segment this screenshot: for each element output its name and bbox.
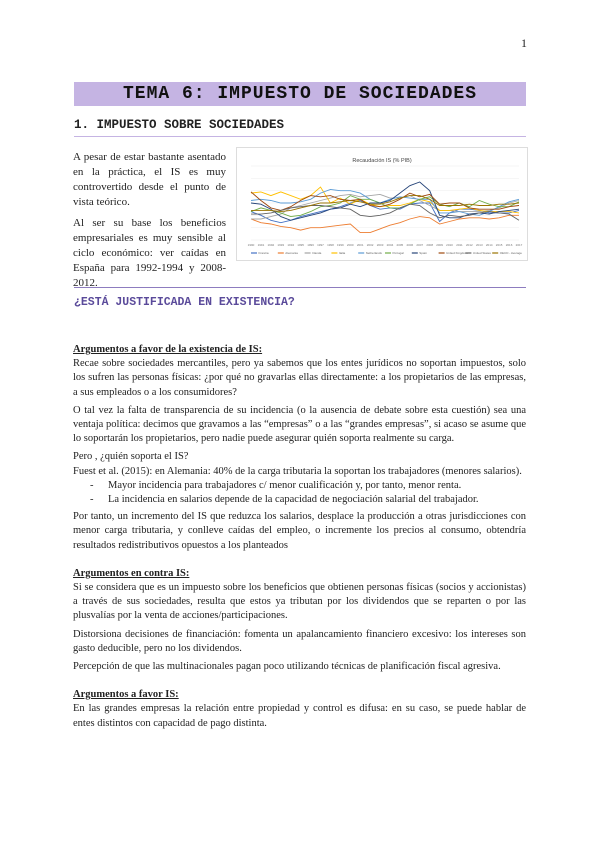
- a-favor-paragraph-1: En las grandes empresas la relación entre propiedad y control es difusa: en su caso, se puede hablar de entes distintos con capacidad de pago distinta.: [73, 703, 526, 729]
- chart-x-tick-label: 1994: [287, 243, 295, 247]
- chart-legend-label: Irlanda: [312, 251, 322, 256]
- en-contra-paragraph-1: Si se considera que es un impuesto sobre los beneficios que obtienen personas físicas (socios y accionistas) a través de sus sociedades, resulta que estos ya tributan por los dividendos que se reparten o por las plusvalías por la venta de acciones/participaciones.: [73, 582, 526, 622]
- chart-x-ticks: [248, 243, 523, 247]
- heading-a-favor: Argumentos a favor IS:: [73, 689, 179, 701]
- chart-x-tick-label: 2006: [406, 243, 414, 247]
- favor-existencia-paragraph-2: O tal vez la falta de transparencia de su incidencia (o la ausencia de debate sobre esta cuestión) sea una ventaja política: decimos que gravamos a las “empresas” o a las “grandes empresas”, si acaso se asume que lo soportarán los propietarios, pero nadie puede asegurar quién soporta realmente su carga.: [73, 404, 526, 445]
- chart-x-tick-label: 2015: [495, 243, 503, 247]
- chart-x-tick-label: 1990: [247, 243, 255, 247]
- favor-existencia-paragraph-1: Recae sobre sociedades mercantiles, pero ya sabemos que los entes jurídicos no soportan impuestos, solo los sufren las personas físicas: ¿por qué no gravarlas ellas directamente: a los propietarios de las empresas, a sus empleados o a los consumidores?: [73, 358, 526, 398]
- chart-legend-label: Francia: [258, 251, 269, 256]
- chart-title: Recaudación IS (% PIB): [352, 158, 412, 164]
- body-text: [73, 343, 526, 735]
- chart-legend-label: Portugal: [392, 251, 404, 256]
- section-heading-1: [74, 112, 526, 137]
- heading-en-contra: Argumentos en contra IS:: [73, 567, 190, 579]
- chart-legend-label: Spain: [419, 251, 427, 256]
- en-contra-paragraph-3: Percepción de que las multinacionales pagan poco utilizando técnicas de planificación fiscal agresiva.: [73, 661, 501, 673]
- chart-x-tick-label: 2001: [356, 243, 364, 247]
- chart-svg: [237, 148, 527, 260]
- bullet-item: - Mayor incidencia para trabajadores c/ menor cualificación y, por tanto, menor renta.: [73, 479, 526, 493]
- title-banner: [74, 82, 526, 106]
- favor-existencia-bullets: [73, 479, 526, 507]
- intro-text: [73, 150, 226, 297]
- chart-legend-label: Italia: [338, 251, 346, 256]
- chart-x-tick-label: 2008: [426, 243, 434, 247]
- favor-existencia-paragraph-3: Pero , ¿quién soporta el IS?: [73, 451, 189, 463]
- chart-legend-label: Alemania: [285, 251, 298, 256]
- section-heading-2: [74, 287, 526, 312]
- page-title: TEMA 6: IMPUESTO DE SOCIEDADES: [122, 84, 478, 104]
- favor-existencia-paragraph-5: Por tanto, un incremento del IS que reduzca los salarios, desplace la producción a otras jurisdicciones con menor carga tributaria, y conlleve caídas del empleo, o incremente los precios al consumo, obtendría resultados redistributivos opuestos a los planteados: [73, 511, 526, 551]
- page-number: 1: [521, 36, 527, 50]
- chart-x-tick-label: 2005: [396, 243, 404, 247]
- chart-series-line-2: [251, 215, 519, 232]
- chart-legend-label: United Kingdom: [446, 251, 468, 256]
- en-contra-paragraph-2: Distorsiona decisiones de financiación: fomenta un apalancamiento financiero excesivo: los intereses son gasto deducible, pero no los dividendos.: [73, 628, 526, 654]
- section-heading-2-text: ¿ESTÁ JUSTIFICADA EN EXISTENCIA?: [74, 296, 295, 309]
- chart-x-tick-label: 2003: [376, 243, 384, 247]
- tax-revenue-chart: [236, 147, 528, 261]
- chart-legend-label: OECD - Average: [499, 251, 522, 256]
- chart-legend: [251, 251, 522, 255]
- chart-x-tick-label: 1996: [307, 243, 314, 247]
- chart-x-tick-label: 1998: [327, 243, 334, 247]
- chart-x-tick-label: 2012: [466, 243, 473, 247]
- bullet-item: - La incidencia en salarios depende de la capacidad de negociación salarial del trabajador.: [73, 493, 526, 507]
- chart-x-tick-label: 2000: [346, 243, 354, 247]
- chart-x-tick-label: 2011: [456, 243, 463, 247]
- chart-x-tick-label: 2010: [446, 243, 453, 247]
- chart-x-tick-label: 1997: [317, 243, 324, 247]
- chart-legend-label: United States: [472, 251, 491, 256]
- chart-series-group: [251, 182, 519, 233]
- chart-x-tick-label: 2014: [485, 243, 493, 247]
- chart-x-tick-label: 2013: [475, 243, 483, 247]
- chart-x-tick-label: 2002: [366, 243, 374, 247]
- section-heading-1-text: 1. IMPUESTO SOBRE SOCIEDADES: [74, 118, 285, 132]
- chart-x-tick-label: 1999: [336, 243, 344, 247]
- heading-favor-existencia: Argumentos a favor de la existencia de IS:: [73, 344, 263, 355]
- chart-x-tick-label: 1991: [257, 243, 265, 247]
- favor-existencia-paragraph-4: Fuest et al. (2015): en Alemania: 40% de la carga tributaria la soportan los trabajadores (menores salarios).: [73, 465, 522, 477]
- chart-x-tick-label: 2007: [416, 243, 424, 247]
- intro-paragraph-2: Al ser su base los beneficios empresariales es muy sensible al ciclo económico: ver caídas en España para 1992-1994 y 2008-2012.: [73, 217, 226, 289]
- intro-paragraph-1: A pesar de estar bastante asentado en la práctica, el IS es muy controvertido desde el punto de vista teórico.: [73, 151, 226, 208]
- chart-x-tick-label: 2009: [436, 243, 443, 247]
- chart-x-tick-label: 1993: [277, 243, 285, 247]
- chart-legend-label: Netherlands: [365, 251, 382, 256]
- chart-x-tick-label: 2016: [505, 243, 513, 247]
- chart-x-tick-label: 1995: [297, 243, 304, 247]
- chart-x-tick-label: 1992: [267, 243, 275, 247]
- chart-x-tick-label: 2017: [515, 243, 523, 247]
- chart-x-tick-label: 2004: [386, 243, 394, 247]
